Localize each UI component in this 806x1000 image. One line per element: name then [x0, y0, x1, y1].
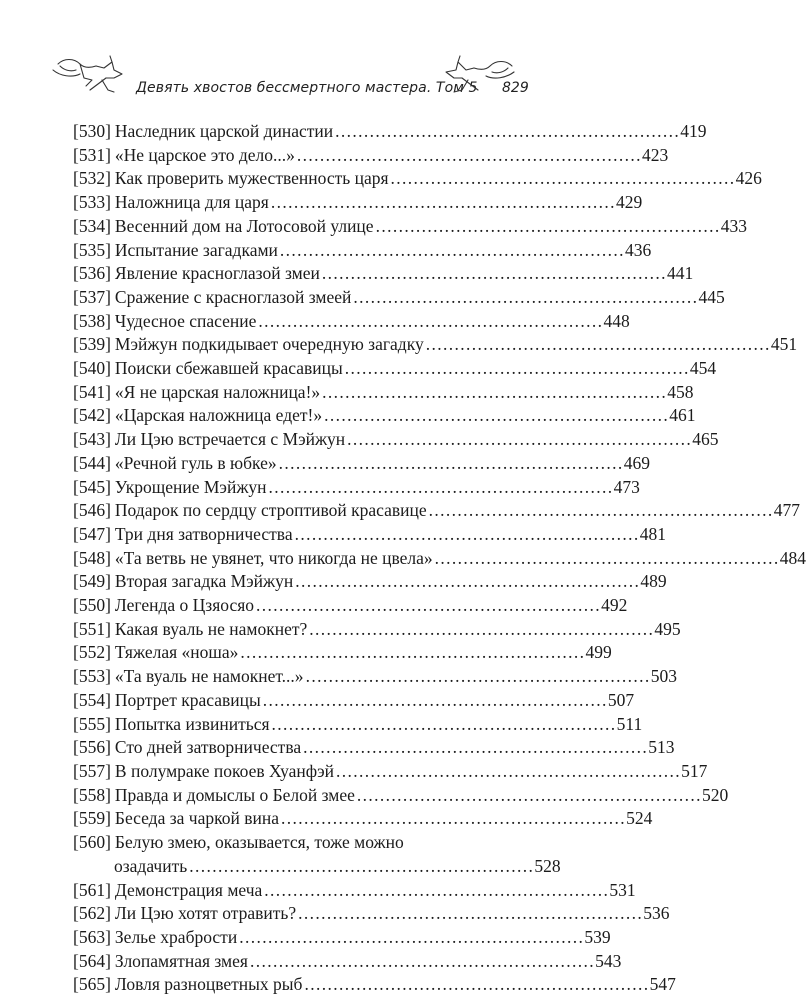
- dot-leader: [240, 641, 582, 665]
- entry-title: Белую змею, оказывается, тоже можно: [114, 832, 404, 853]
- entry-number: [554]: [73, 689, 111, 710]
- entry-page: 473: [613, 476, 640, 497]
- dot-leader: [304, 973, 646, 997]
- dot-leader: [271, 191, 613, 215]
- entry-title: Правда и домыслы о Белой змее: [114, 784, 355, 805]
- entry-title: Зелье храбрости: [114, 926, 238, 947]
- entry-page: 495: [654, 618, 681, 639]
- dot-leader: [336, 760, 678, 784]
- entry-title: Явление красноглазой змеи: [114, 263, 320, 284]
- dot-leader: [303, 736, 645, 760]
- entry-page: 469: [623, 452, 650, 473]
- entry-page: 448: [603, 310, 630, 331]
- toc-entry: [73, 310, 630, 334]
- entry-title: Весенний дом на Лотосовой улице: [114, 215, 374, 236]
- entry-title: Укрощение Мэйжун: [114, 476, 267, 497]
- entry-title: Тяжелая «ноша»: [114, 642, 239, 663]
- dot-leader: [272, 713, 614, 737]
- entry-title: «Я не царская наложница!»: [114, 381, 321, 402]
- entry-page: 543: [595, 950, 622, 971]
- entry-page: 465: [692, 429, 719, 450]
- toc-entry: [73, 120, 707, 144]
- entry-page: 489: [640, 571, 667, 592]
- entry-title: Злопамятная змея: [114, 950, 248, 971]
- entry-page: 528: [534, 855, 561, 876]
- entry-page: 426: [735, 168, 762, 189]
- entry-number: [535]: [73, 239, 111, 260]
- entry-number: [540]: [73, 358, 111, 379]
- entry-number: [560]: [73, 832, 111, 853]
- dot-leader: [295, 523, 637, 547]
- dot-leader: [357, 784, 699, 808]
- table-of-contents: [73, 120, 806, 997]
- entry-number: [552]: [73, 642, 111, 663]
- dot-leader: [306, 665, 648, 689]
- entry-title: Демонстрация меча: [114, 879, 263, 900]
- entry-number: [536]: [73, 263, 111, 284]
- entry-number: [546]: [73, 500, 111, 521]
- toc-entry: [73, 239, 652, 263]
- entry-title: Ли Цэю встречается с Мэйжун: [114, 429, 346, 450]
- entry-page: 492: [601, 595, 628, 616]
- toc-entry: [73, 973, 676, 997]
- dot-leader: [353, 286, 695, 310]
- toc-entry: [73, 286, 725, 310]
- entry-number: [557]: [73, 760, 111, 781]
- entry-title: Беседа за чаркой вина: [114, 808, 279, 829]
- entry-page: 507: [607, 689, 635, 710]
- toc-entry: [73, 547, 806, 571]
- dot-leader: [256, 594, 598, 618]
- toc-entry: [73, 357, 717, 381]
- toc-entry: [73, 594, 628, 618]
- toc-entry: [73, 665, 677, 689]
- entry-title: Мэйжун подкидывает очередную загадку: [114, 334, 424, 355]
- entry-page: 477: [773, 500, 801, 521]
- entry-number: [559]: [73, 808, 111, 829]
- toc-entry: [73, 807, 653, 831]
- dot-leader: [426, 333, 768, 357]
- toc-entry: [73, 736, 675, 760]
- toc-entry: [73, 476, 640, 500]
- entry-number: [530]: [73, 121, 111, 141]
- toc-entry: [73, 879, 636, 903]
- toc-entry: [73, 784, 729, 808]
- dot-leader: [435, 547, 777, 571]
- toc-entry: [73, 167, 762, 191]
- dot-leader: [250, 950, 592, 974]
- entry-page: 454: [689, 358, 717, 379]
- dot-leader: [263, 689, 605, 713]
- toc-entry: [73, 641, 612, 665]
- entry-page: 539: [584, 926, 611, 947]
- toc-entry: [73, 618, 681, 642]
- dot-leader: [280, 239, 622, 263]
- entry-page: 547: [649, 974, 676, 995]
- toc-entry: [73, 950, 622, 974]
- entry-title: «Та ветвь не увянет, что никогда не цвела»: [114, 547, 433, 568]
- entry-number: [563]: [73, 926, 111, 947]
- toc-entry: [73, 144, 669, 168]
- entry-title: «Не царское это дело...»: [114, 144, 295, 165]
- toc-entry: [73, 902, 670, 926]
- entry-title: Ли Цэю хотят отравить?: [114, 903, 297, 924]
- dot-leader: [322, 381, 664, 405]
- entry-title: Подарок по сердцу строптивой красавице: [114, 500, 427, 521]
- entry-page: 451: [770, 334, 798, 355]
- entry-number: [545]: [73, 476, 111, 497]
- toc-entry: [73, 831, 561, 878]
- dot-leader: [335, 120, 677, 144]
- entry-title: Какая вуаль не намокнет?: [114, 618, 308, 639]
- entry-page: 499: [585, 642, 612, 663]
- toc-entry: [73, 926, 611, 950]
- entry-page: 513: [648, 737, 675, 758]
- entry-title: Портрет красавицы: [114, 689, 261, 710]
- entry-number: [553]: [73, 666, 111, 687]
- entry-page: 484: [779, 547, 806, 568]
- entry-number: [537]: [73, 286, 111, 307]
- dot-leader: [258, 310, 600, 334]
- dot-leader: [347, 428, 689, 452]
- entry-title: Легенда о Цзяосяо: [114, 595, 255, 616]
- entry-title: Ловля разноцветных рыб: [114, 974, 303, 995]
- toc-entry: [73, 523, 666, 547]
- entry-number: [561]: [73, 879, 111, 900]
- entry-page: 423: [642, 144, 669, 165]
- dot-leader: [269, 476, 611, 500]
- entry-page: 524: [626, 808, 653, 829]
- entry-number: [534]: [73, 215, 111, 236]
- dot-leader: [309, 618, 651, 642]
- page-number: 829: [502, 80, 529, 96]
- entry-page: 481: [639, 523, 666, 544]
- entry-title: Наследник царской династии: [114, 121, 334, 141]
- entry-title: Наложница для царя: [114, 192, 269, 213]
- entry-page: 429: [615, 192, 643, 213]
- entry-page: 461: [669, 405, 696, 426]
- entry-number: [539]: [73, 334, 111, 355]
- entry-title: Как проверить мужественность царя: [114, 168, 389, 189]
- dot-leader: [376, 215, 718, 239]
- entry-number: [564]: [73, 950, 111, 971]
- toc-entry: [73, 452, 650, 476]
- entry-number: [548]: [73, 547, 111, 568]
- entry-page: 503: [650, 666, 677, 687]
- entry-title: В полумраке покоев Хуанфэй: [114, 760, 334, 781]
- dot-leader: [239, 926, 581, 950]
- entry-number: [543]: [73, 429, 111, 450]
- entry-page: 458: [667, 381, 694, 402]
- toc-entry: [73, 404, 696, 428]
- entry-title: «Царская наложница едет!»: [114, 405, 323, 426]
- entry-number: [533]: [73, 192, 111, 213]
- toc-entry: [73, 689, 635, 713]
- toc-entry: [73, 428, 719, 452]
- entry-number: [549]: [73, 571, 111, 592]
- entry-page: 445: [698, 286, 725, 307]
- entry-number: [531]: [73, 144, 111, 165]
- entry-number: [538]: [73, 310, 111, 331]
- running-header: [50, 50, 580, 110]
- entry-number: [544]: [73, 452, 111, 473]
- toc-entry: [73, 713, 643, 737]
- dot-leader: [324, 404, 666, 428]
- entry-title: Чудесное спасение: [114, 310, 257, 331]
- entry-title: Сражение с красноглазой змеей: [114, 286, 352, 307]
- toc-entry: [73, 262, 694, 286]
- dot-leader: [298, 902, 640, 926]
- entry-page: 517: [681, 760, 708, 781]
- entry-title: «Речной гуль в юбке»: [114, 452, 277, 473]
- entry-title: Вторая загадка Мэйжун: [114, 571, 294, 592]
- entry-title: «Та вуаль не намокнет...»: [114, 666, 304, 687]
- entry-title: Три дня затворничества: [114, 523, 293, 544]
- entry-page: 536: [643, 903, 670, 924]
- entry-number: [550]: [73, 595, 111, 616]
- dot-leader: [297, 144, 639, 168]
- entry-title: Поиски сбежавшей красавицы: [114, 358, 343, 379]
- entry-page: 511: [616, 713, 643, 734]
- toc-entry: [73, 760, 708, 784]
- dot-leader: [322, 262, 664, 286]
- dot-leader: [279, 452, 621, 476]
- dot-leader: [295, 570, 637, 594]
- toc-entry: [73, 570, 667, 594]
- dot-leader: [264, 879, 606, 903]
- toc-entry: [73, 499, 801, 523]
- entry-number: [556]: [73, 737, 111, 758]
- dot-leader: [391, 167, 733, 191]
- entry-number: [542]: [73, 405, 111, 426]
- entry-page: 531: [609, 879, 636, 900]
- entry-page: 441: [666, 263, 694, 284]
- entry-number: [551]: [73, 618, 111, 639]
- toc-entry: [73, 333, 798, 357]
- entry-number: [541]: [73, 381, 111, 402]
- dot-leader: [345, 357, 687, 381]
- fox-ornament-icon: [50, 50, 128, 98]
- entry-title: Испытание загадками: [114, 239, 278, 260]
- toc-entry: [73, 215, 747, 239]
- entry-title: Попытка извиниться: [114, 713, 270, 734]
- dot-leader: [281, 807, 623, 831]
- entry-page: 433: [720, 215, 747, 236]
- entry-page: 520: [702, 784, 729, 805]
- entry-number: [558]: [73, 784, 111, 805]
- running-title: Девять хвостов бессмертного мастера. Том 5: [136, 80, 478, 96]
- dot-leader: [189, 855, 531, 879]
- entry-page: 419: [680, 121, 707, 141]
- toc-entry: [73, 191, 643, 215]
- entry-number: [547]: [73, 523, 111, 544]
- entry-number: [532]: [73, 168, 111, 189]
- entry-title-continued: озадачить: [114, 855, 188, 876]
- toc-entry: [73, 381, 694, 405]
- entry-page: 436: [625, 239, 652, 260]
- entry-number: [555]: [73, 713, 111, 734]
- entry-number: [562]: [73, 903, 111, 924]
- entry-number: [565]: [73, 974, 111, 995]
- dot-leader: [429, 499, 771, 523]
- entry-title: Сто дней затворничества: [114, 737, 302, 758]
